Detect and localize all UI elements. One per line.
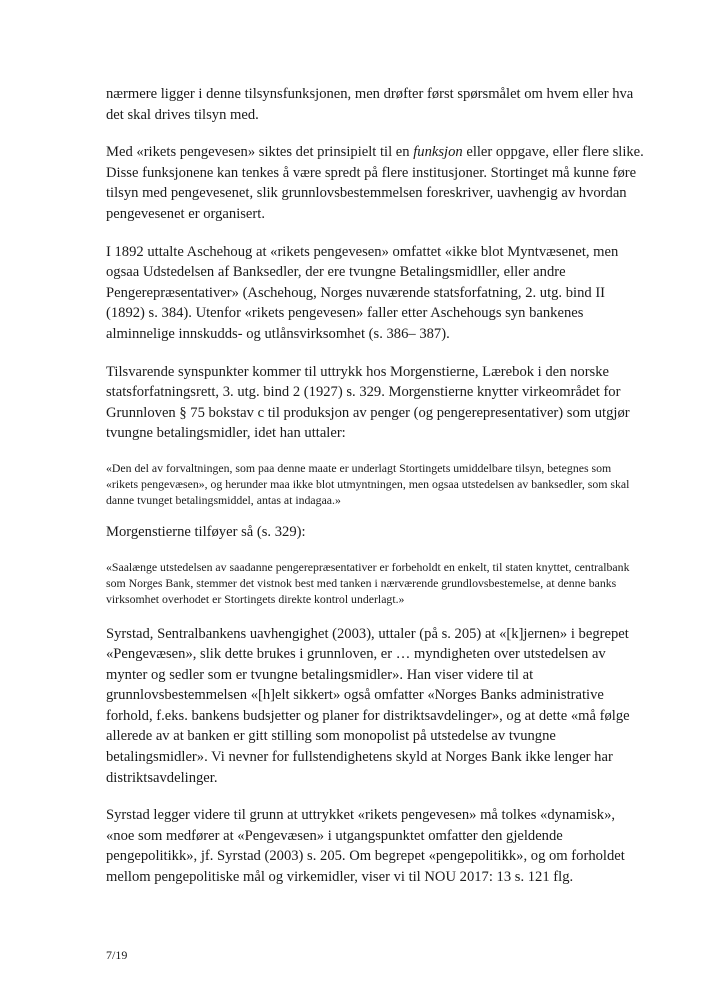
paragraph-2-text-end: eller oppgave, eller flere slike. Disse funksjonene kan tenkes å være spredt på flere institusjoner. Stortinget må kunne føre tilsyn med pengevesenet, slik grunnlovsbestemmelsen foreskriver, uavhengig av hvordan pengevesenet er organisert.: [106, 144, 644, 222]
block-quote-1: «Den del av forvaltningen, som paa denne maate er underlagt Stortingets umiddelbare tilsyn, betegnes som «rikets pengevæsen», og herunder maa ikke blot utmyntningen, men ogsaa utstedelsen av banksedler, som skal danne tvunget betalingsmiddel, antas at indagaa.»: [106, 460, 630, 507]
paragraph-7: Syrstad legger videre til grunn at uttrykket «rikets pengevesen» må tolkes «dynamisk», «noe som medfører at «Pengevæsen» i utgangspunktet omfatter den gjeldende pengepolitikk», jf. Syrstad (2003) s. 205. Om begrepet «pengepolitikk», og om forholdet mellom pengepolitiske mål og virkemidler, viser vi til NOU 2017: 13 s. 121 flg.: [106, 807, 625, 886]
document-body: [106, 84, 646, 888]
paragraph-2-emphasis: funksjon: [413, 144, 463, 161]
paragraph-2: [106, 142, 646, 224]
block-quote-2: «Saalænge utstedelsen av saadanne pengerepræsentativer er forbeholdt en enkelt, til staten knyttet, centralbank som Norges Bank, stemmer det vistnok best med tanken i nærværende grundlovsbestemelse, at denne banks virksomhet overhodet er Stortingets direkte kontrol underlagt.»: [106, 559, 630, 606]
paragraph-6: Syrstad, Sentralbankens uavhengighet (2003), uttaler (på s. 205) at «[k]jernen» i begrepet «Pengevæsen», slik dette brukes i grunnloven, er … myndigheten over utstedelsen av mynter og sedler som er tvungne betalingsmidler». Han viser videre til at grunnlovsbestemmelsen «[h]elt sikkert» også omfatter «Norges Banks administrative forhold, f.eks. bankens budsjetter og planer for distriktsavdelinger», og at dette «må følge allerede av at banken er gitt stilling som monopolist på utstedelse av tvungne betalingsmidler». Vi nevner for fullstendighetens skyld at Norges Bank ikke lenger har distriktsavdelinger.: [106, 625, 630, 786]
paragraph-3: I 1892 uttalte Aschehoug at «rikets pengevesen» omfattet «ikke blot Myntvæsenet, men ogsaa Udstedelsen af Banksedler, der ere tvungne Betalingsmidller, eller andre Pengerepræsentativer» (Aschehoug, Norges nuværende statsforfatning, 2. utg. bind II (1892) s. 384). Utenfor «rikets pengevesen» faller etter Aschehougs syn bankenes alminnelige innskudds- og utlånsvirksomhet (s. 386– 387).: [106, 243, 619, 342]
paragraph-5: Morgenstierne tilføyer så (s. 329):: [106, 523, 306, 540]
page-number: 7/19: [106, 948, 128, 962]
paragraph-2-text-start: Med «rikets pengevesen» siktes det prinsipielt til en: [106, 144, 414, 161]
paragraph-4: Tilsvarende synspunkter kommer til uttrykk hos Morgenstierne, Lærebok i den norske statsforfatningsrett, 3. utg. bind 2 (1927) s. 329. Morgenstierne knytter virkeområdet for Grunnloven § 75 bokstav c til produksjon av penger (og pengerepresentativer) som utgjør tvungne betalingsmidler, idet han uttaler:: [106, 363, 630, 442]
paragraph-1: nærmere ligger i denne tilsynsfunksjonen, men drøfter først spørsmålet om hvem eller hva det skal drives tilsyn med.: [106, 86, 634, 123]
